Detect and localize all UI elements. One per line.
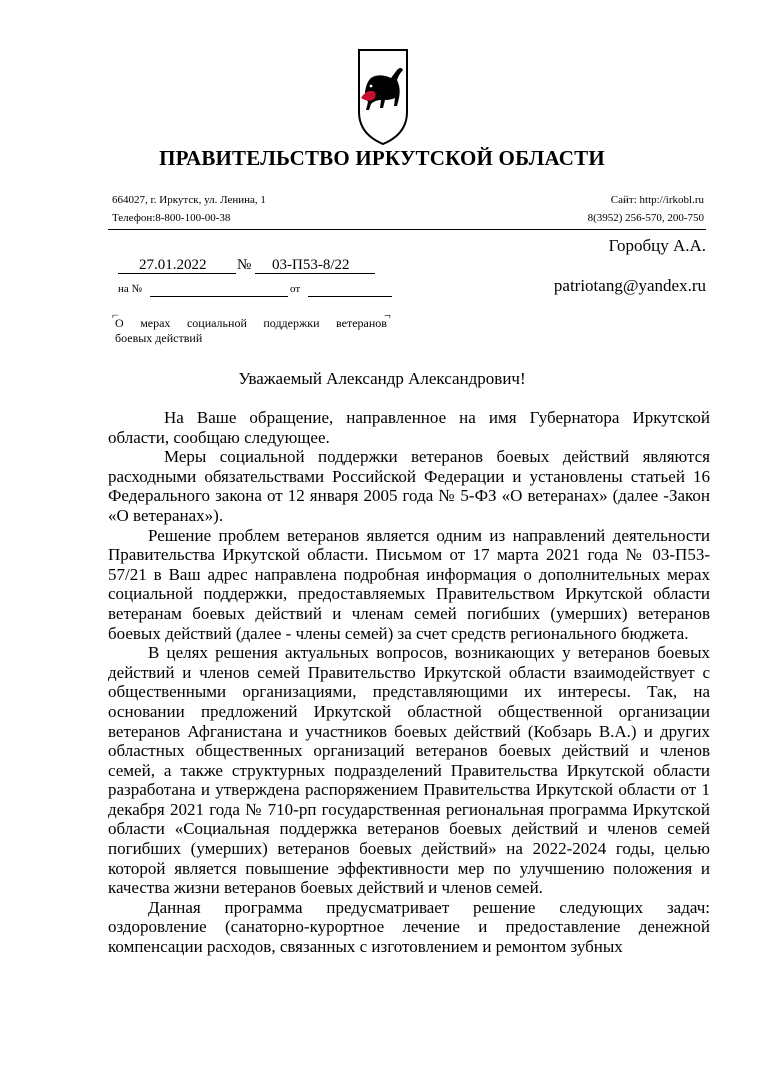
site-text: Сайт: http://irkobl.ru	[610, 194, 704, 206]
subject-word: мерах	[140, 316, 171, 330]
letter-number: 03-П53-8/22	[272, 257, 350, 273]
phone-text: Телефон:8-800-100-00-38	[112, 212, 231, 224]
subject-word: О	[115, 316, 124, 330]
paragraph: Меры социальной поддержки ветеранов боевых действий являются расходными обязательствами Российской Федерации и установлены статьей 16 Федерального закона от 12 января 2005 года № 5-ФЗ «О ветеранах» (далее -Закон «О ветеранах»).	[108, 447, 710, 525]
subject-word: поддержки	[263, 316, 320, 330]
letter-body	[108, 408, 710, 957]
ref-label: на №	[118, 283, 143, 295]
subject-word: ветеранов	[336, 316, 387, 330]
letter-date: 27.01.2022	[139, 257, 207, 273]
number-label: №	[237, 257, 252, 273]
recipient-email: patriotang@yandex.ru	[553, 276, 706, 295]
page-title: ПРАВИТЕЛЬСТВО ИРКУТСКОЙ ОБЛАСТИ	[159, 146, 605, 170]
paragraph: Решение проблем ветеранов является одним из направлений деятельности Правительства Иркутской области. Письмом от 17 марта 2021 года № 03-П53-57/21 в Ваш адрес направлена подробная информация о дополнительных мерах социальной поддержки, предоставляемых Правительством Иркутской области ветеранам боевых действий и членам семей погибших (умерших) ветеранов боевых действий (далее - члены семей) за счет средств регионального бюджета.	[108, 525, 710, 643]
subject-word: социальной	[186, 316, 247, 330]
address-text: 664027, г. Иркутск, ул. Ленина, 1	[112, 194, 266, 206]
coat-of-arms-icon	[357, 48, 409, 146]
babr-eye	[370, 85, 373, 88]
ref-date-underline	[308, 296, 392, 297]
paragraph: В целях решения актуальных вопросов, возникающих у ветеранов боевых действий и членов семей Правительство Иркутской области взаимодействует с общественными организациями, представляющими их интересы. Так, на основании предложений Иркутской областной общественной организации ветеранов Афганистана и участников боевых действий (Кобзарь В.А.) и других областных общественных организаций ветеранов боевых действий и членов семей, а также структурных подразделений Правительства Иркутской области разработана и утверждена распоряжением Правительства Иркутской области от 1 декабря 2021 года № 710-рп государственная региональная программа Иркутской области «Социальная поддержка ветеранов боевых действий и членов семей погибших (умерших) ветеранов боевых действий» на 2022-2024 годы, целью которой является повышение эффективности мер по улучшению положения и качества жизни ветеранов боевых действий и членов семей.	[108, 643, 710, 898]
subject-bracket-right: ¬	[384, 308, 391, 322]
recipient-name: Горобцу А.А.	[608, 236, 706, 255]
header-divider	[108, 229, 706, 230]
ref-number-underline	[150, 296, 288, 297]
subject-line-1	[115, 316, 387, 331]
subject-line-2: боевых действий	[115, 331, 203, 345]
paragraph: На Ваше обращение, направленное на имя Губернатора Иркутской области, сообщаю следующее.	[108, 408, 710, 447]
salutation: Уважаемый Александр Александрович!	[238, 369, 526, 388]
from-label: от	[290, 283, 301, 295]
contacts-right	[588, 191, 704, 227]
paragraph: Данная программа предусматривает решение следующих задач: оздоровление (санаторно-курортное лечение и предоставление денежной компенсации расходов, связанных с изготовлением и ремонтом зубных	[108, 897, 710, 957]
subject-block	[115, 316, 387, 346]
phones-text: 8(3952) 256-570, 200-750	[587, 212, 704, 224]
contacts-left	[112, 191, 266, 227]
subject-bracket-left: ⌐	[112, 308, 119, 322]
